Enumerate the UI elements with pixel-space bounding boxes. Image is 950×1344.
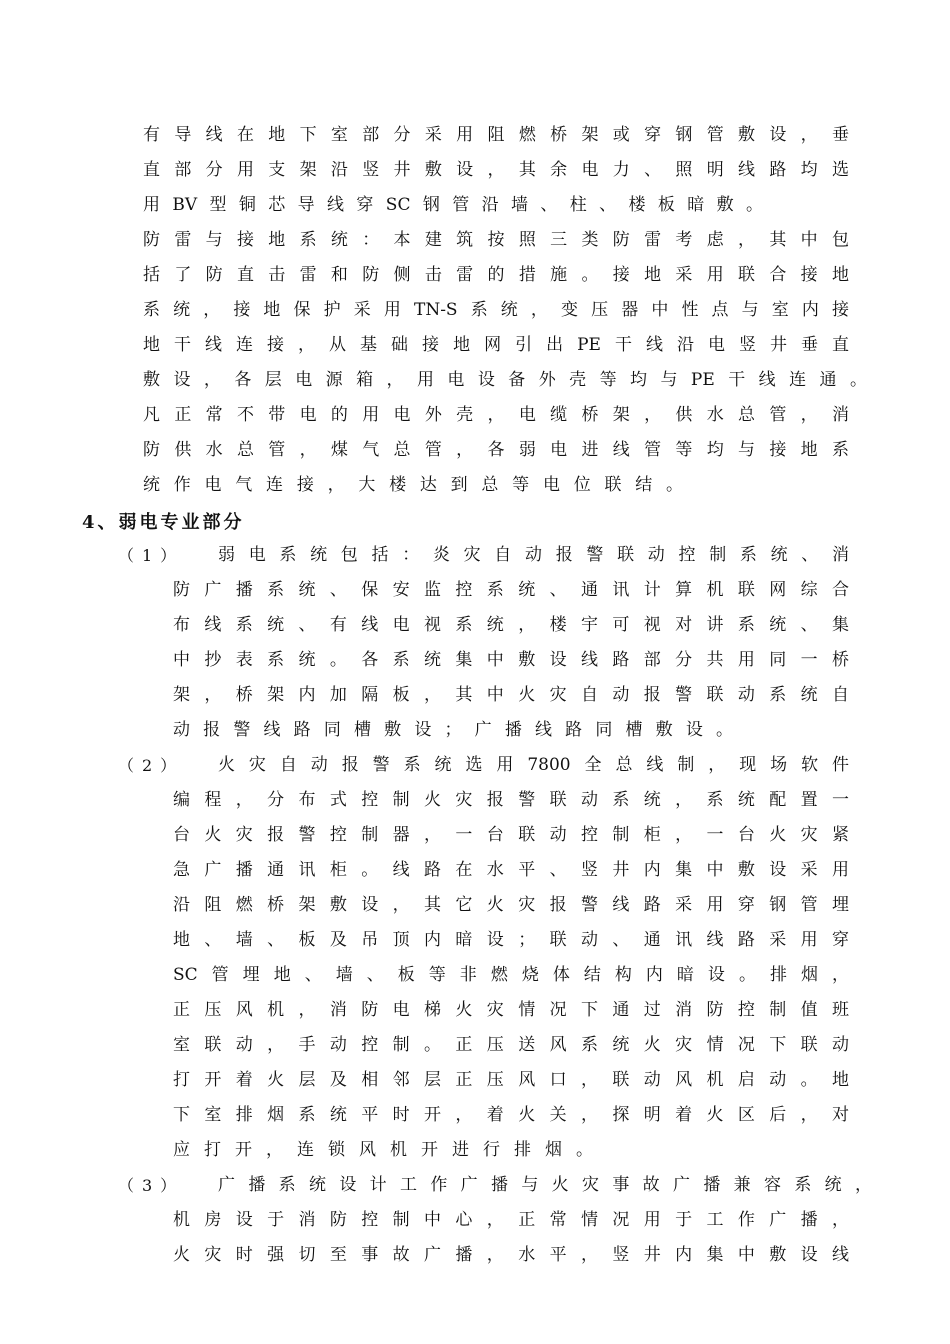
item-3-line-1: 广播系统设计工作广播与火灾事故广播兼容系统， <box>218 1175 872 1195</box>
item-2-line-2: 编程，分布式控制火灾报警联动系统，系统配置一 <box>173 790 849 810</box>
item-2-line-1: 火灾自动报警系统选用7800全总线制，现场软件 <box>218 755 849 775</box>
item-2-line-12: 应打开，连锁风机开进行排烟。 <box>173 1140 593 1160</box>
item-3-number: （3） <box>118 1176 185 1195</box>
item-2-line-7: SC管埋地、墙、板等非燃烧体结构内暗设。排烟， <box>173 965 849 985</box>
item-2-line-8: 正压风机，消防电梯火灾情况下通过消防控制值班 <box>173 1000 849 1020</box>
item-2-line-5: 沿阻燃桥架敷设，其它火灾报警线路采用穿钢管埋 <box>173 895 849 915</box>
item-2-line-4: 急广播通讯柜。线路在水平、竖井内集中敷设采用 <box>173 860 849 880</box>
item-1-line-6: 动报警线路同槽敷设；广播线路同槽敷设。 <box>173 720 733 740</box>
para2-line-7: 防供水总管，煤气总管，各弱电进线管等均与接地系 <box>143 440 849 460</box>
item-1-line-4: 中抄表系统。各系统集中敷设线路部分共用同一桥 <box>173 650 849 670</box>
item-1-line-5: 架，桥架内加隔板，其中火灾自动报警联动系统自 <box>173 685 849 705</box>
item-2-line-10: 打开着火层及相邻层正压风口，联动风机启动。地 <box>173 1070 849 1090</box>
para2-line-1: 防雷与接地系统：本建筑按照三类防雷考虑，其中包 <box>143 230 849 250</box>
para2-line-2: 括了防直击雷和防侧击雷的措施。接地采用联合接地 <box>143 265 849 285</box>
item-2-line-11: 下室排烟系统平时开，着火关，探明着火区后，对 <box>173 1105 849 1125</box>
para1-line-3: 用BV型铜芯导线穿SC钢管沿墙、柱、楼板暗敷。 <box>143 195 763 215</box>
para2-line-5: 敷设，各层电源箱，用电设备外壳等均与PE干线连通。 <box>143 370 867 390</box>
item-2-number: （2） <box>118 756 185 775</box>
para2-line-4: 地干线连接，从基础接地网引出PE干线沿电竖井垂直 <box>143 335 849 355</box>
section-heading: 4、弱电专业部分 <box>82 512 245 533</box>
para2-line-8: 统作电气连接，大楼达到总等电位联结。 <box>143 475 683 495</box>
item-2-line-3: 台火灾报警控制器，一台联动控制柜，一台火灾紧 <box>173 825 849 845</box>
item-1-line-1: 弱电系统包括：炎灾自动报警联动控制系统、消 <box>218 545 849 565</box>
para1-line-2: 直部分用支架沿竖井敷设，其余电力、照明线路均选 <box>143 160 849 180</box>
item-1-line-2: 防广播系统、保安监控系统、通讯计算机联网综合 <box>173 580 849 600</box>
item-1-number: （1） <box>118 546 185 565</box>
item-3-line-2: 机房设于消防控制中心，正常情况用于工作广播， <box>173 1210 849 1230</box>
item-2-line-9: 室联动，手动控制。正压送风系统火灾情况下联动 <box>173 1035 849 1055</box>
para2-line-6: 凡正常不带电的用电外壳，电缆桥架，供水总管，消 <box>143 405 849 425</box>
item-3-line-3: 火灾时强切至事故广播，水平，竖井内集中敷设线 <box>173 1245 849 1265</box>
item-1-line-3: 布线系统、有线电视系统，楼宇可视对讲系统、集 <box>173 615 849 635</box>
item-2-line-6: 地、墙、板及吊顶内暗设；联动、通讯线路采用穿 <box>173 930 849 950</box>
para1-line-1: 有导线在地下室部分采用阻燃桥架或穿钢管敷设，垂 <box>143 125 849 145</box>
para2-line-3: 系统，接地保护采用TN-S系统，变压器中性点与室内接 <box>143 300 849 320</box>
